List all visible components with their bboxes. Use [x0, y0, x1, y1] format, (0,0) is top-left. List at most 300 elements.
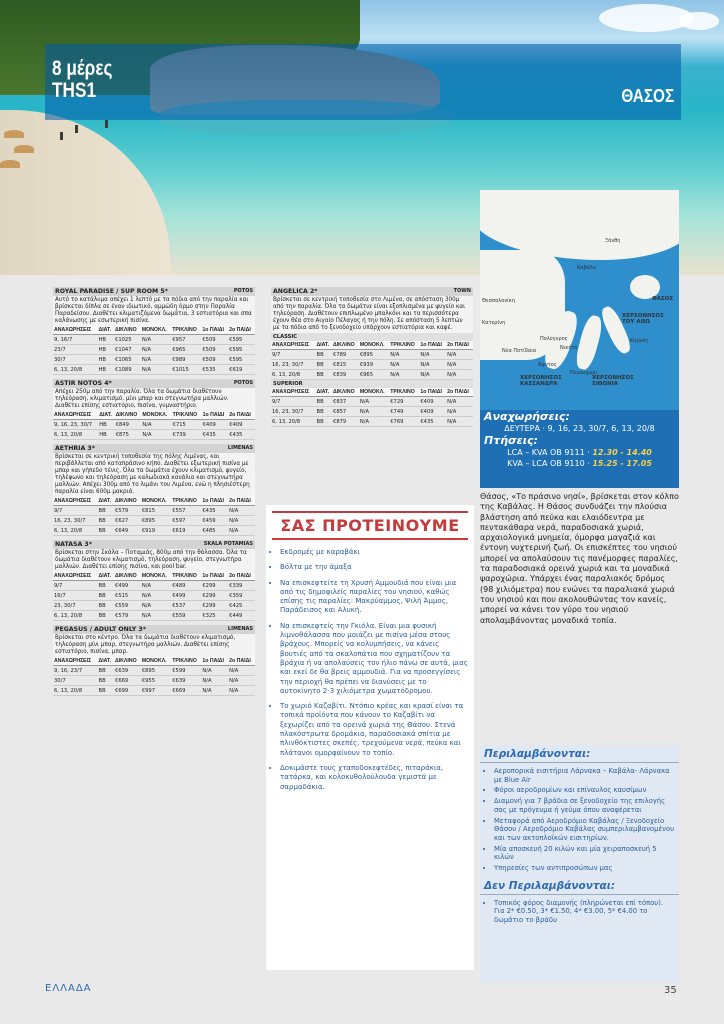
table-cell: 9/7 — [53, 581, 98, 591]
table-cell: N/A — [446, 360, 473, 370]
not-included-title: Δεν Περιλαμβάνονται: — [480, 877, 679, 895]
column-header: ΔΙΑΤ. — [98, 657, 115, 666]
table-cell: N/A — [446, 370, 473, 380]
column-header: 2o ΠΑΙΔΙ — [446, 341, 473, 350]
hotel-location: POTOS — [233, 380, 253, 386]
table-row — [53, 526, 255, 536]
column-header: ΤΡΙΚΛΙΝΟ — [171, 572, 201, 581]
table-cell: 9/7 — [271, 397, 316, 407]
room-type-label: SUPERIOR — [271, 380, 473, 388]
table-cell: N/A — [228, 516, 255, 526]
map-label: Πολύγυρος — [540, 336, 568, 342]
column-header: ΤΡΙΚΛΙΝΟ — [389, 388, 419, 397]
table-cell: N/A — [141, 430, 171, 440]
map-label: ΘΑΣΟΣ — [652, 296, 674, 302]
map-label: Κατερίνη — [482, 320, 506, 326]
table-cell: N/A — [228, 686, 255, 696]
table-cell: €919 — [141, 526, 171, 536]
column-header: 2o ΠΑΙΔΙ — [228, 497, 255, 506]
table-cell: €435 — [202, 430, 229, 440]
table-cell: N/A — [141, 365, 171, 375]
table-cell: €299 — [201, 591, 228, 601]
table-cell: 23, 30/7 — [53, 601, 98, 611]
rates-header-row — [53, 572, 255, 581]
table-cell: 16/7 — [53, 591, 98, 601]
departures-dates: ΔΕΥΤΕΡΑ · 9, 16, 23, 30/7, 6, 13, 20/8 — [504, 424, 655, 433]
table-cell: €359 — [228, 591, 255, 601]
table-cell: €875 — [115, 430, 142, 440]
table-cell: €1025 — [114, 335, 141, 345]
table-cell: €815 — [332, 360, 359, 370]
table-cell: N/A — [389, 370, 419, 380]
table-cell: 6, 13, 20/8 — [271, 370, 316, 380]
column-header: 1o ΠΑΙΔΙ — [201, 326, 228, 335]
column-header: ΑΝΑΧΩΡΗΣΕΙΣ — [53, 497, 98, 506]
hotel-header — [271, 287, 473, 296]
table-row — [271, 370, 473, 380]
table-cell: HB — [98, 335, 115, 345]
table-cell: N/A — [389, 360, 419, 370]
table-cell: BB — [316, 407, 333, 417]
hotel-description: Απέχει 250μ από την παραλία. Όλα τα δωμάτια διαθέτουν τηλεόραση, κλιματισμό, μίνι μπαρ και στεγνωτήρα μαλλιών. Διαθέτει επίσης εστιατόριο, πισίνα, γυμναστήριο. — [53, 388, 255, 411]
table-cell: HB — [98, 430, 114, 440]
table-cell: €729 — [389, 397, 419, 407]
rates-table — [53, 657, 255, 696]
table-cell: 6, 13, 20/8 — [53, 430, 98, 440]
table-row — [53, 365, 255, 375]
hotel-location: POTOS — [233, 288, 253, 294]
hotel-block — [53, 287, 255, 375]
list-item: • Να επισκεφτείς την Γκιόλα. Είναι μια φυσική λιμνοθάλασσα που μοιάζει με πισίνα μέσα στους βράχους. Μπορείς να κολυμπήσεις, να κάνεις βουτιές από τα σκαλοπάτια που σχηματίζουν τα βράχια ή να απολαύσεις τον ήλιο πάνω σε αυτά, μιας και εκεί δε θα βρεις αμμουδιά. Για να προσεγγίσεις την περιοχή θα πρέπει να διανύσεις με το αυτοκίνητο 2-3 χιλιόμετρα χωματόδρομου. — [280, 622, 468, 696]
table-cell: N/A — [201, 686, 228, 696]
table-cell: 16, 23, 30/7 — [271, 407, 316, 417]
table-cell: €559 — [171, 611, 201, 621]
table-cell: 9, 16/7 — [53, 335, 98, 345]
table-cell: €749 — [389, 407, 419, 417]
region-title: ΘΑΣΟΣ — [621, 86, 674, 106]
table-cell: BB — [316, 350, 333, 360]
table-cell: €669 — [171, 686, 201, 696]
list-item: • Εκδρομές με καραβάκι — [280, 548, 468, 557]
table-cell: 6, 13, 20/8 — [53, 526, 98, 536]
column-header: 1o ΠΑΙΔΙ — [419, 341, 446, 350]
table-cell: N/A — [419, 350, 446, 360]
umbrella — [4, 130, 24, 138]
table-cell: BB — [98, 591, 115, 601]
table-cell: 23/7 — [53, 345, 98, 355]
includes-box — [480, 745, 679, 983]
table-cell: €619 — [228, 365, 255, 375]
map-label: Θεσσαλονίκη — [482, 298, 515, 304]
hotel-description: Αυτό το κατάλυμα απέχει 1 λεπτό με τα πόδια από την παραλία και βρίσκεται δίπλα σε έναν ιδιωτικό, αμμώδη όρμο στην Παραλία Παραδείσου. Διαθέτει κλιματιζόμενα δωμάτια, 3 εστιατόρια και σπα καλάνωσης με εσωτερική πισίνα. — [53, 296, 255, 326]
table-cell: N/A — [141, 591, 171, 601]
table-cell: N/A — [141, 581, 171, 591]
hotel-block — [53, 625, 255, 696]
table-cell: N/A — [228, 676, 255, 686]
map-label: Καρυές — [630, 338, 649, 344]
table-cell: €535 — [201, 365, 228, 375]
table-cell: €449 — [228, 611, 255, 621]
column-header: ΑΝΑΧΩΡΗΣΕΙΣ — [53, 657, 98, 666]
table-row — [53, 601, 255, 611]
table-cell: N/A — [359, 417, 389, 427]
table-cell: N/A — [446, 350, 473, 360]
table-cell: BB — [98, 581, 115, 591]
rates-table — [271, 388, 473, 427]
hotel-block — [53, 379, 255, 440]
table-cell: N/A — [228, 506, 255, 516]
umbrella — [0, 160, 20, 168]
table-cell: €1089 — [114, 365, 141, 375]
table-cell: 6, 13, 20/8 — [53, 611, 98, 621]
table-row — [53, 355, 255, 365]
table-cell: 16, 23, 30/7 — [53, 516, 98, 526]
hotel-list-left — [53, 287, 255, 700]
table-cell: N/A — [419, 360, 446, 370]
column-header: ΔΙΑΤ. — [316, 388, 333, 397]
table-cell: €599 — [171, 666, 201, 676]
map-label: Άφυτος — [538, 362, 557, 368]
table-cell: N/A — [446, 397, 473, 407]
hotel-description: Βρίσκεται σε κεντρική τοποθεσία στο Λιμένα, σε απόσταση 300μ από την παραλία. Όλα τα δωμάτια είναι εξοπλισμένα με ψυγείο και τηλεόραση. Διαθέτουν επιπλωμένο μπαλκόνι και τα περισσότερα έχουν θέα στο Αιγαίο Πέλαγος ή την πόλη. Σε απόσταση 5 λεπτών με τα πόδια από το ξενοδοχείο υπάρχουν εστιατόρια και καφέ. — [271, 296, 473, 333]
map-label: ΧΕΡΣΟΝΗΣΟΣ ΤΟΥ ΑΘΩ — [622, 313, 664, 325]
table-cell: N/A — [389, 350, 419, 360]
table-cell: €1047 — [114, 345, 141, 355]
table-cell: €789 — [332, 350, 359, 360]
table-cell: N/A — [201, 666, 228, 676]
list-item: • Αεροπορικά εισιτήρια Λάρνακα – Καβάλα- Λάρνακα με Blue Air — [494, 767, 675, 784]
column-header: ΔΙΚΛΙΝΟ — [114, 497, 141, 506]
table-cell: €595 — [228, 345, 255, 355]
peninsula-sithonia — [573, 314, 605, 372]
hotel-header — [53, 379, 255, 388]
hotel-name: PEGASUS / ADULT ONLY 3* — [55, 626, 146, 633]
table-cell: €895 — [141, 666, 171, 676]
table-cell: N/A — [446, 417, 473, 427]
table-cell: €649 — [114, 526, 141, 536]
table-cell: €669 — [114, 676, 141, 686]
column-header: ΜΟΝΟΚΛ. — [141, 572, 171, 581]
includes-list — [494, 767, 675, 873]
table-cell: N/A — [446, 407, 473, 417]
table-cell: €939 — [359, 360, 389, 370]
table-cell: BB — [98, 676, 115, 686]
column-header: ΑΝΑΧΩΡΗΣΕΙΣ — [53, 411, 98, 420]
table-cell: €325 — [201, 611, 228, 621]
hotel-location: TOWN — [453, 288, 471, 294]
column-header: ΜΟΝΟΚΛ. — [141, 411, 171, 420]
column-header: 1o ΠΑΙΔΙ — [419, 388, 446, 397]
table-cell: €989 — [171, 355, 201, 365]
umbrella — [14, 145, 34, 153]
table-cell: BB — [316, 370, 333, 380]
swimmer — [105, 120, 108, 128]
map-label: ΧΕΡΣΟΝΗΣΟΣ ΚΑΣΣΑΝΔΡΑ — [520, 375, 562, 387]
table-cell: €965 — [171, 345, 201, 355]
table-row — [271, 407, 473, 417]
table-cell: N/A — [141, 355, 171, 365]
not-included-list — [494, 899, 675, 925]
table-cell: BB — [98, 526, 115, 536]
hotel-description: Βρίσκεται σε κεντρική τοποθεσία της πόλης Λιμένας, και περιβάλλεται από καταπράσινο κήπο. Διαθέτει εξωτερική πισίνα με μπαρ και γήπεδο τένις. Όλα τα δωμάτια έχουν κλιματισμό, ψυγείο, τηλέφωνο και τηλεόραση με καλωδιακά κανάλια και στεγνωτήρα μαλλιών. Απέχει 300μ από το λιμάνι του Λιμένα, ενώ η πλησιέστερη παραλία είναι 600μ μακριά. — [53, 453, 255, 497]
table-cell: BB — [98, 516, 115, 526]
column-header: ΜΟΝΟΚΛ. — [141, 657, 171, 666]
table-cell: €509 — [201, 345, 228, 355]
page-number: 35 — [664, 985, 677, 996]
table-cell: €485 — [201, 526, 228, 536]
column-header: ΔΙΑΤ. — [98, 411, 114, 420]
hotel-location: LIMENAS — [227, 445, 253, 451]
rates-table — [271, 341, 473, 380]
column-header: ΔΙΚΛΙΝΟ — [114, 657, 141, 666]
departures-title: Αναχωρήσεις: — [484, 410, 570, 423]
table-row — [53, 581, 255, 591]
table-row — [53, 516, 255, 526]
column-header: ΤΡΙΚΛΙΝΟ — [171, 326, 201, 335]
table-cell: €997 — [141, 686, 171, 696]
table-cell: 9, 16, 23/7 — [53, 666, 98, 676]
table-row — [53, 676, 255, 686]
table-cell: 9, 16, 23, 30/7 — [53, 420, 98, 430]
column-header: ΤΡΙΚΛΙΝΟ — [389, 341, 419, 350]
table-row — [271, 360, 473, 370]
table-cell: €499 — [114, 581, 141, 591]
includes-title: Περιλαμβάνονται: — [480, 745, 679, 763]
table-cell: €1015 — [171, 365, 201, 375]
table-cell: HB — [98, 345, 115, 355]
table-cell: €559 — [114, 601, 141, 611]
hotel-name: NATASA 3* — [55, 541, 92, 548]
list-item: • Υπηρεσίες των αντιπροσώπων μας — [494, 864, 675, 873]
hotel-location: SKALA POTAMIAS — [203, 541, 253, 547]
rates-header-row — [271, 341, 473, 350]
table-cell: €299 — [201, 581, 228, 591]
hotel-description: Βρίσκεται στο κέντρο. Όλα τα δωμάτια διαθέτουν κλιματισμό, τηλεόραση μίνι μπαρ, στεγνωτήρα μαλλιών. Διαθέτει επίσης εστιατόριο, πισίνα, μπαρ. — [53, 634, 255, 657]
column-header: 1o ΠΑΙΔΙ — [201, 572, 228, 581]
column-header: ΜΟΝΟΚΛ. — [359, 341, 389, 350]
map-label: Ξάνθη — [605, 238, 621, 244]
table-cell: BB — [98, 686, 115, 696]
table-cell: €435 — [419, 417, 446, 427]
cloud — [679, 12, 719, 30]
hotel-header — [53, 625, 255, 634]
table-row — [271, 397, 473, 407]
column-header: ΑΝΑΧΩΡΗΣΕΙΣ — [53, 572, 98, 581]
hotel-header — [53, 444, 255, 453]
trip-duration: 8 μέρες — [52, 57, 113, 80]
trip-code: THS1 — [52, 79, 97, 102]
table-cell: N/A — [419, 370, 446, 380]
table-cell: €965 — [359, 370, 389, 380]
flights-title: Πτήσεις: — [484, 434, 538, 447]
flight-row: KVA – LCA OB 9110 · 15.25 - 17.05 — [507, 459, 652, 468]
table-cell: €425 — [228, 601, 255, 611]
table-cell: €1065 — [114, 355, 141, 365]
table-cell: €619 — [171, 526, 201, 536]
table-cell: N/A — [141, 611, 171, 621]
table-cell: €955 — [141, 676, 171, 686]
table-cell: €509 — [201, 335, 228, 345]
table-cell: N/A — [359, 397, 389, 407]
table-cell: €895 — [359, 350, 389, 360]
column-header: 1o ΠΑΙΔΙ — [201, 497, 228, 506]
table-cell: €409 — [202, 420, 229, 430]
table-cell: N/A — [201, 676, 228, 686]
column-header: 2o ΠΑΙΔΙ — [228, 326, 255, 335]
column-header: ΤΡΙΚΛΙΝΟ — [172, 411, 202, 420]
table-cell: €895 — [141, 516, 171, 526]
rates-header-row — [53, 497, 255, 506]
table-cell: €509 — [201, 355, 228, 365]
table-row — [53, 591, 255, 601]
table-cell: €515 — [114, 591, 141, 601]
column-header: 1o ΠΑΙΔΙ — [202, 411, 229, 420]
table-cell: N/A — [141, 601, 171, 611]
table-row — [271, 417, 473, 427]
column-header: ΔΙΚΛΙΝΟ — [332, 341, 359, 350]
rates-header-row — [271, 388, 473, 397]
column-header: 2o ΠΑΙΔΙ — [228, 411, 255, 420]
column-header: 1o ΠΑΙΔΙ — [201, 657, 228, 666]
list-item: • Μία αποσκευή 20 κιλών και μία χειραποσκευή 5 κιλών — [494, 845, 675, 862]
hotel-description: Βρίσκεται στην Σκάλα – Ποταμιάς, 800μ από την θάλασσα. Όλα τα δωμάτια διαθέτουν κλιματισμό, τηλεόραση, ψυγείο, στεγνωτήρα μαλλιών. Διαθέτει επίσης πισίνα, και pool bar. — [53, 549, 255, 572]
list-item: • Τοπικός φόρος διαμονής (πληρώνεται επί τόπου). Για 2* €0.50, 3* €1.50, 4* €3.00, 5* €4.00 το δωμάτιο το βράδυ — [494, 899, 675, 925]
hotel-list-right — [271, 287, 473, 431]
table-row — [53, 420, 255, 430]
list-item: • Να επισκεφτείτε τη Χρυσή Αμμουδιά που είναι μια από τις δημοφιλείς παραλίες του νησιού, καθώς επίσης τις παραλίες: Μακρύαμμος, Ψιλή Άμμος, Παράδεισος και Αλυκή. — [280, 579, 468, 616]
rates-header-row — [53, 326, 255, 335]
table-cell: €489 — [171, 581, 201, 591]
table-cell: 30/7 — [53, 355, 98, 365]
table-cell: €409 — [419, 397, 446, 407]
column-header: 2o ΠΑΙΔΙ — [228, 657, 255, 666]
section-footer: ΕΛΛΑΔΑ — [45, 983, 92, 994]
table-cell: €957 — [171, 335, 201, 345]
table-cell: N/A — [141, 420, 171, 430]
table-cell: 6, 13, 20/8 — [53, 365, 98, 375]
flight-row: LCA – KVA OB 9111 · 12.30 - 14.40 — [507, 448, 652, 457]
table-cell: €839 — [332, 370, 359, 380]
table-cell: HB — [98, 365, 115, 375]
table-cell: €879 — [332, 417, 359, 427]
table-cell: €459 — [201, 516, 228, 526]
table-cell: €579 — [114, 506, 141, 516]
table-row — [271, 350, 473, 360]
column-header: ΔΙΑΤ. — [316, 341, 333, 350]
column-header: 2o ΠΑΙΔΙ — [446, 388, 473, 397]
hotel-name: ANGELICA 2* — [273, 288, 318, 295]
table-cell: €435 — [201, 506, 228, 516]
table-row — [53, 686, 255, 696]
recommendations-list — [280, 548, 468, 792]
column-header: ΜΟΝΟΚΛ. — [141, 497, 171, 506]
list-item: • Δοκιμάστε τους χταποδοκεφτέδες, πιταράκια, τατάρκα, και κολοκυθολούλουδα γεμιστά με σαρμαδάκια. — [280, 764, 468, 792]
table-cell: €849 — [115, 420, 142, 430]
rates-table — [53, 326, 255, 375]
table-cell: N/A — [228, 526, 255, 536]
peninsula-athos — [598, 304, 634, 356]
table-cell: BB — [98, 506, 115, 516]
table-row — [53, 335, 255, 345]
table-cell: 30/7 — [53, 676, 98, 686]
map-label: Καβάλα — [577, 265, 597, 271]
table-row — [53, 430, 255, 440]
table-cell: €639 — [114, 666, 141, 676]
table-cell: €557 — [171, 506, 201, 516]
table-cell: BB — [316, 417, 333, 427]
table-cell: N/A — [141, 335, 171, 345]
table-row — [53, 345, 255, 355]
list-item: • Μεταφορά από Αεροδρόμιο Καβάλας / Ξενοδοχείο Θάσου / Αεροδρόμιο Καβάλας συμπεριλαμβανομένου και των ακτοπλοϊκών εισιτηρίων. — [494, 817, 675, 843]
map-label: Πευκοχώρι — [570, 370, 598, 376]
table-cell: BB — [316, 360, 333, 370]
table-cell: €857 — [332, 407, 359, 417]
table-cell: 6, 13, 20/8 — [53, 686, 98, 696]
column-header: 2o ΠΑΙΔΙ — [228, 572, 255, 581]
table-cell: €537 — [171, 601, 201, 611]
recommendations-title: ΣΑΣ ΠΡΟΤΕΙΝΟΥΜΕ — [272, 511, 468, 540]
rates-table — [53, 497, 255, 536]
table-cell: €499 — [171, 591, 201, 601]
table-cell: €815 — [141, 506, 171, 516]
flight-info — [480, 410, 679, 488]
rates-header-row — [53, 657, 255, 666]
table-cell: HB — [98, 355, 115, 365]
list-item: • Βόλτα με την άμαξα — [280, 563, 468, 572]
table-cell: €595 — [228, 355, 255, 365]
table-cell: €409 — [419, 407, 446, 417]
column-header: ΔΙΚΛΙΝΟ — [114, 572, 141, 581]
hotel-header — [53, 287, 255, 296]
table-cell: BB — [98, 666, 115, 676]
island-description: Θάσος, «Το πράσινο νησί», βρίσκεται στον κόλπο της Καβάλας. Η Θάσος συνδυάζει την πλούσια βλάστηση από πεύκα και ελαιόδεντρα με πεντακάθαρα νερά, παραδοσιακά χωριά, αρχαιολογικά μνημεία, όμορφα μαγαζιά και έντονη νυχτερινή ζωή. Οι επισκέπτες του νησιού μπορεί να απολαύσουν τις πανέμορφες παραλίες, τα παραδοσιακά ορεινά χωριά και τα μοναδικά ψαροχώρια. Υπάρχει ένας παραλιακός δρόμος (98 χιλιόμετρα) που ενώνει τα παραλιακά χωριά του νησιού και που ακολουθώντας τον κανείς, μπορεί να κάνει τον γύρο του νησιού απολαμβάνοντας μοναδικά τοπία. — [480, 492, 679, 625]
table-cell: €639 — [171, 676, 201, 686]
table-cell: 9/7 — [53, 506, 98, 516]
list-item: • Διαμονή για 7 βράδια σε ξενοδοχείο της επιλογής σας με πρόγευμα ή γεύμα όπου αναφέρεται — [494, 797, 675, 814]
column-header: ΜΟΝΟΚΛ. — [141, 326, 171, 335]
table-cell: €837 — [332, 397, 359, 407]
table-cell: €699 — [114, 686, 141, 696]
table-cell: €739 — [172, 430, 202, 440]
hotel-location: LIMENAS — [227, 626, 253, 632]
column-header: ΔΙΚΛΙΝΟ — [115, 411, 142, 420]
rates-header-row — [53, 411, 255, 420]
table-cell: BB — [98, 601, 115, 611]
table-cell: HB — [98, 420, 114, 430]
table-cell: €627 — [114, 516, 141, 526]
hotel-header — [53, 540, 255, 549]
column-header: ΔΙΑΤ. — [98, 497, 115, 506]
table-cell: €409 — [228, 420, 255, 430]
list-item: • Το χωριό Καζαβίτι. Ντόπιο κρέας και κρασί είναι τα τοπικά προϊόντα που κάνουν το Καζαβίτι να ξεχωρίζει από τα ορεινά χωριά της Θάσου. Στενά πλακόστρωτα δρομάκια, παραδοσιακά σπίτια με πλινθόκτιστες σκεπές, τρεχούμενα νερά, πεύκα και πλάτανοι ομορφαίνουν το τοπίο. — [280, 702, 468, 758]
table-cell: €299 — [201, 601, 228, 611]
table-row — [53, 611, 255, 621]
column-header: ΔΙΑΤ. — [98, 572, 115, 581]
list-item: • Φόροι αεροδρομίων και επίναυλος καυσίμων — [494, 786, 675, 795]
room-type-label: CLASSIC — [271, 333, 473, 341]
title-banner — [45, 44, 681, 120]
map-label: Νέα Ποτίδαια — [502, 348, 537, 354]
table-cell: 6, 13, 20/8 — [271, 417, 316, 427]
table-cell: €435 — [228, 430, 255, 440]
beach — [0, 110, 170, 275]
table-cell: N/A — [359, 407, 389, 417]
map-label: ΧΕΡΣΟΝΗΣΟΣ ΣΙΘΩΝΙΑ — [592, 375, 634, 387]
table-cell: N/A — [228, 666, 255, 676]
column-header: ΑΝΑΧΩΡΗΣΕΙΣ — [271, 388, 316, 397]
table-cell: €769 — [389, 417, 419, 427]
column-header: ΔΙΚΛΙΝΟ — [332, 388, 359, 397]
